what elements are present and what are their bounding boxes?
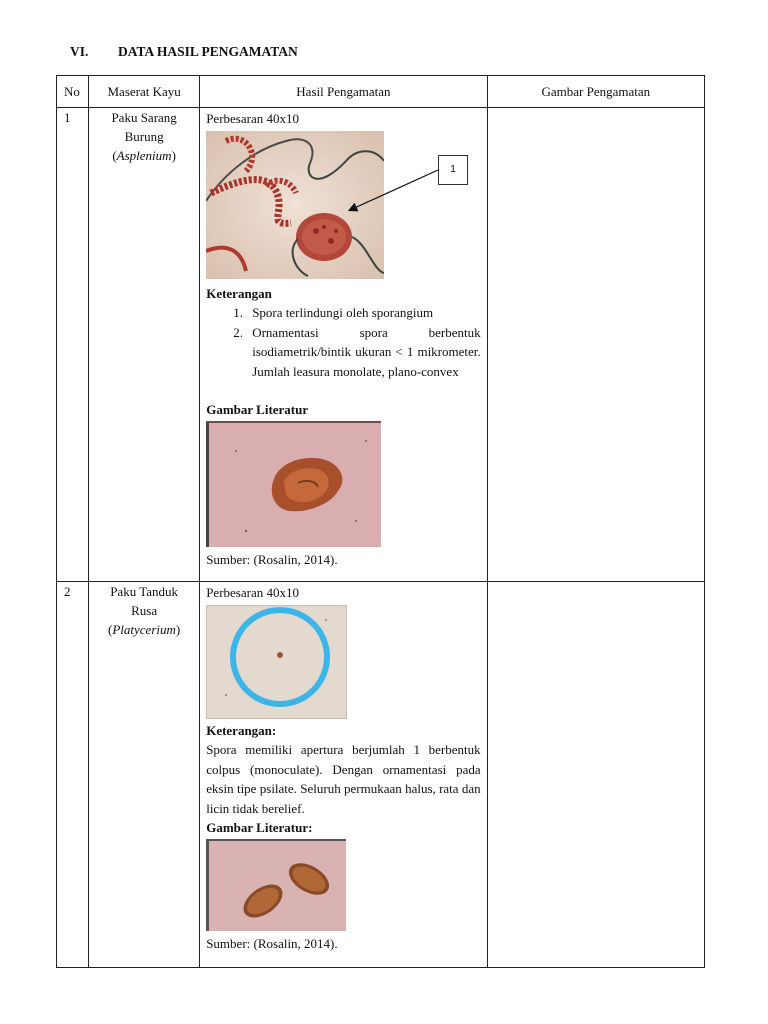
specimen-latin: (Platycerium) bbox=[108, 622, 181, 637]
list-item: 2. Ornamentasi spora berbentuk isodiametrik/bintik ukuran < 1 mikrometer. Jumlah leasura monolate, plano-convex bbox=[246, 323, 480, 382]
magnification-label: Perbesaran 40x10 bbox=[206, 111, 299, 126]
specimen-latin: (Asplenium) bbox=[112, 148, 176, 163]
literature-image-spores bbox=[206, 839, 346, 931]
section-number: VI. bbox=[70, 44, 89, 59]
specimen-name-line2: Burung bbox=[124, 129, 164, 144]
row-number: 2 bbox=[57, 582, 89, 968]
source-citation: Sumber: (Rosalin, 2014). bbox=[206, 551, 338, 567]
micrograph-sporangium bbox=[206, 131, 384, 279]
source-citation: Sumber: (Rosalin, 2014). bbox=[206, 935, 338, 951]
table-row bbox=[57, 582, 705, 968]
micrograph-highlighted-spore bbox=[206, 605, 347, 719]
literature-image-spore bbox=[206, 421, 381, 547]
literature-title: Gambar Literatur bbox=[206, 402, 309, 417]
specimen-name-line2: Rusa bbox=[131, 603, 158, 618]
header-no: No bbox=[57, 76, 89, 108]
literature-title: Gambar Literatur: bbox=[206, 820, 313, 835]
list-item: 1. Spora terlindungi oleh sporangium bbox=[246, 303, 480, 323]
latin-name: Platycerium bbox=[112, 622, 176, 637]
section-title: DATA HASIL PENGAMATAN bbox=[118, 44, 298, 59]
keterangan-text: Spora memiliki apertura berjumlah 1 berbentuk colpus (monoculate). Dengan ornamentasi pada eksin tipe psilate. Seluruh permukaan halus, rata dan licin tidak berelief. bbox=[206, 742, 481, 816]
latin-name: Asplenium bbox=[116, 148, 172, 163]
specimen-name bbox=[89, 582, 200, 968]
table-row bbox=[57, 108, 705, 582]
gambar-cell bbox=[487, 108, 704, 582]
row-number: 1 bbox=[57, 108, 89, 582]
specimen-name-line1: Paku Sarang bbox=[111, 110, 177, 125]
keterangan-title: Keterangan: bbox=[206, 722, 277, 738]
callout-label: 1 bbox=[438, 155, 468, 185]
magnification-label: Perbesaran 40x10 bbox=[206, 585, 299, 600]
keterangan-title: Keterangan bbox=[206, 285, 272, 301]
section-heading bbox=[70, 44, 298, 60]
observation-table bbox=[56, 75, 705, 968]
header-gambar: Gambar Pengamatan bbox=[487, 76, 704, 108]
keterangan-list bbox=[206, 303, 480, 381]
header-maserat: Maserat Kayu bbox=[89, 76, 200, 108]
specimen-name-line1: Paku Tanduk bbox=[110, 584, 179, 599]
observation-cell bbox=[200, 582, 487, 968]
gambar-cell bbox=[487, 582, 704, 968]
specimen-name bbox=[89, 108, 200, 582]
table-header-row bbox=[57, 76, 705, 108]
header-hasil: Hasil Pengamatan bbox=[200, 76, 487, 108]
